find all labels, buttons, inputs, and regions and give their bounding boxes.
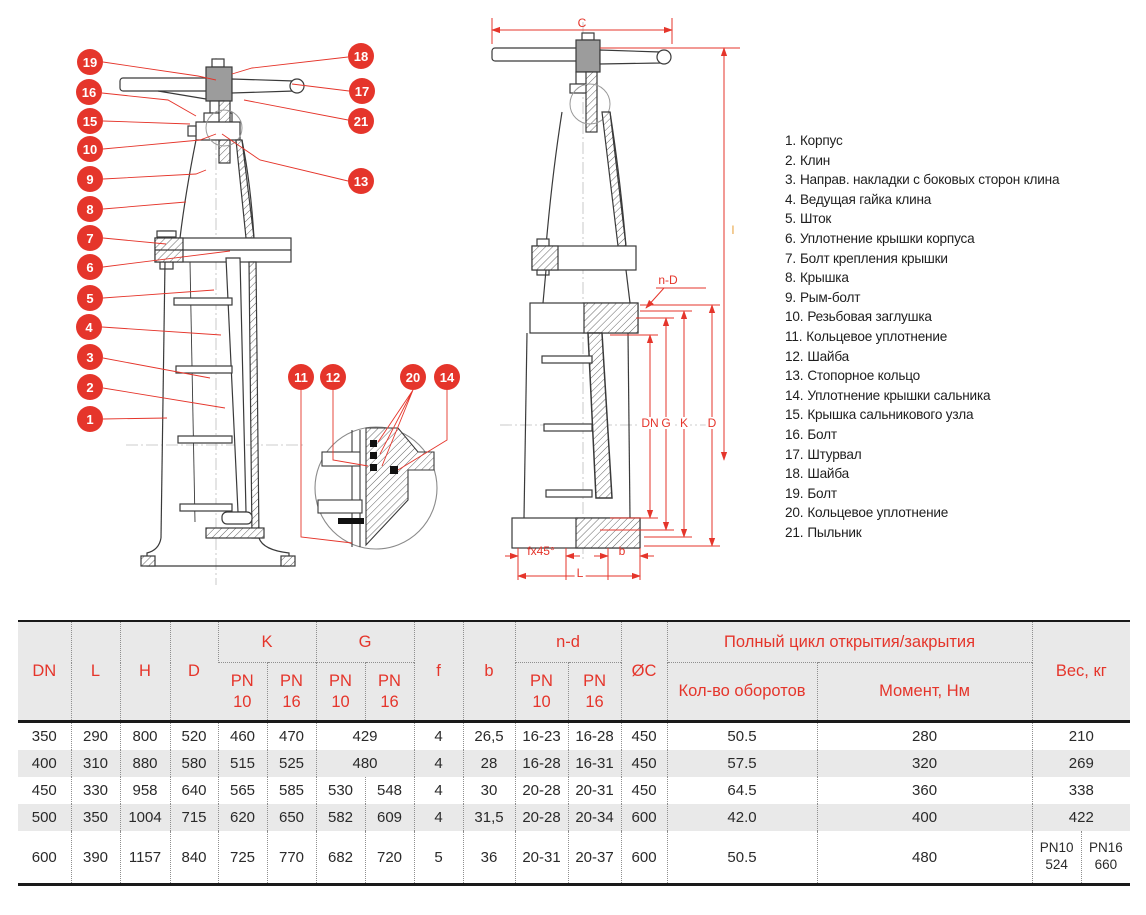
cell: 36 bbox=[463, 831, 515, 885]
cell: 400 bbox=[31, 755, 57, 772]
cell: 4 bbox=[414, 777, 463, 804]
callout-5: 5 bbox=[77, 285, 103, 311]
left-valve-section bbox=[120, 58, 306, 585]
col-header-g-pn10: PN 10 bbox=[316, 663, 365, 722]
parts-list-item: 17. Штурвал bbox=[785, 446, 862, 462]
cell: 20-28 bbox=[515, 777, 568, 804]
cell: 480 bbox=[817, 831, 1032, 885]
cell: 4 bbox=[414, 750, 463, 777]
col-header-b: b bbox=[463, 621, 515, 722]
cell: 525 bbox=[267, 750, 316, 777]
cell: 460 bbox=[218, 722, 267, 751]
cell: 16-28 bbox=[568, 722, 621, 751]
cell: 50.5 bbox=[667, 831, 817, 885]
col-header-k-pn10: PN 10 bbox=[218, 663, 267, 722]
valve-drawings bbox=[0, 0, 780, 615]
cell: 770 bbox=[267, 831, 316, 885]
parts-list-item: 10. Резьбовая заглушка bbox=[785, 309, 932, 325]
dim-label-n-d: n-D bbox=[658, 273, 678, 287]
cell: 480 bbox=[316, 750, 414, 777]
cell: 310 bbox=[71, 750, 120, 777]
cell: 1157 bbox=[120, 831, 170, 885]
col-header-n-d: n-d bbox=[515, 621, 621, 663]
cell: 450 bbox=[621, 750, 667, 777]
parts-list-item: 12. Шайба bbox=[785, 348, 849, 364]
parts-list-item: 13. Стопорное кольцо bbox=[785, 368, 921, 384]
cell: 57.5 bbox=[667, 750, 817, 777]
callout-19: 19 bbox=[77, 49, 103, 75]
parts-list-item: 21. Пыльник bbox=[785, 524, 862, 540]
col-header-h: H bbox=[120, 621, 170, 722]
dimensions-table bbox=[18, 620, 1130, 886]
cell: 682 bbox=[316, 831, 365, 885]
cell: 5 bbox=[414, 831, 463, 885]
cell: 958 bbox=[120, 777, 170, 804]
cell: 16-23 bbox=[515, 722, 568, 751]
callout-7: 7 bbox=[77, 225, 103, 251]
parts-list-item: 8. Крышка bbox=[785, 270, 849, 286]
cell: 880 bbox=[120, 750, 170, 777]
cell: 338 bbox=[1032, 777, 1130, 804]
parts-list-item: 18. Шайба bbox=[785, 466, 849, 482]
parts-list-item: 15. Крышка сальникового узла bbox=[785, 407, 974, 423]
dim-label-length: L bbox=[576, 566, 584, 580]
callout-6: 6 bbox=[77, 254, 103, 280]
table-row-dn450 bbox=[18, 777, 1130, 804]
col-header-g-pn16: PN 16 bbox=[365, 663, 414, 722]
dim-label-g: G bbox=[661, 416, 671, 430]
col-header-dn: DN bbox=[18, 621, 71, 722]
cell: 580 bbox=[170, 750, 218, 777]
callout-2: 2 bbox=[77, 374, 103, 400]
parts-list-item: 9. Рым-болт bbox=[785, 289, 861, 305]
cell: 4 bbox=[414, 722, 463, 751]
cell: 290 bbox=[71, 722, 120, 751]
callout-11: 11 bbox=[288, 364, 314, 390]
col-header-d: D bbox=[170, 621, 218, 722]
parts-list-item: 16. Болт bbox=[785, 426, 837, 442]
cell: 280 bbox=[817, 722, 1032, 751]
cell: 350 bbox=[31, 728, 57, 745]
cell: 4 bbox=[414, 804, 463, 831]
dim-label-c: C bbox=[577, 16, 587, 30]
cell: 470 bbox=[267, 722, 316, 751]
parts-list-item: 14. Уплотнение крышки сальника bbox=[785, 387, 991, 403]
cell: 640 bbox=[170, 777, 218, 804]
cell: 422 bbox=[1032, 804, 1130, 831]
dim-label-d: D bbox=[707, 416, 717, 430]
cell: 31,5 bbox=[463, 804, 515, 831]
dim-label-l: l bbox=[731, 223, 735, 237]
cell: 725 bbox=[218, 831, 267, 885]
callout-4: 4 bbox=[76, 314, 102, 340]
right-valve-view bbox=[492, 22, 712, 560]
cell: 30 bbox=[463, 777, 515, 804]
parts-list-item: 19. Болт bbox=[785, 485, 837, 501]
col-header-weight: Вес, кг bbox=[1032, 621, 1130, 722]
cell: 269 bbox=[1032, 750, 1130, 777]
cell: 320 bbox=[817, 750, 1032, 777]
cell: 450 bbox=[621, 722, 667, 751]
cell: 64.5 bbox=[667, 777, 817, 804]
cell: 530 bbox=[316, 777, 365, 804]
table-row-dn600 bbox=[18, 831, 1130, 885]
col-header-nd-pn10: PN 10 bbox=[515, 663, 568, 722]
callout-10: 10 bbox=[77, 136, 103, 162]
cell: 840 bbox=[170, 831, 218, 885]
cell: 620 bbox=[218, 804, 267, 831]
parts-list-item: 2. Клин bbox=[785, 152, 831, 168]
cell: 16-28 bbox=[515, 750, 568, 777]
cell: 50.5 bbox=[667, 722, 817, 751]
cell: 20-28 bbox=[515, 804, 568, 831]
callout-3: 3 bbox=[77, 344, 103, 370]
cell: 20-31 bbox=[568, 777, 621, 804]
callout-20: 20 bbox=[400, 364, 426, 390]
col-header-k: K bbox=[218, 621, 316, 663]
col-header-l: L bbox=[71, 621, 120, 722]
col-header-nd-pn16: PN 16 bbox=[568, 663, 621, 722]
parts-list bbox=[785, 131, 1059, 542]
callout-14: 14 bbox=[434, 364, 460, 390]
parts-list-item: 6. Уплотнение крышки корпуса bbox=[785, 230, 975, 246]
callout-8: 8 bbox=[77, 196, 103, 222]
dim-label-k: K bbox=[679, 416, 689, 430]
cell: 600 bbox=[621, 804, 667, 831]
cell: 520 bbox=[170, 722, 218, 751]
cell: 20-31 bbox=[515, 831, 568, 885]
callout-1: 1 bbox=[77, 406, 103, 432]
cell: 330 bbox=[71, 777, 120, 804]
cell: 600 bbox=[621, 831, 667, 885]
callout-17: 17 bbox=[349, 78, 375, 104]
cell: 609 bbox=[365, 804, 414, 831]
parts-list-item: 11. Кольцевое уплотнение bbox=[785, 328, 948, 344]
cell: 42.0 bbox=[667, 804, 817, 831]
col-header-turns: Кол-во оборотов bbox=[667, 663, 817, 722]
parts-list-item: 20. Кольцевое уплотнение bbox=[785, 505, 949, 521]
cell: 429 bbox=[316, 722, 414, 751]
cell: 800 bbox=[120, 722, 170, 751]
cell: 28 bbox=[463, 750, 515, 777]
col-header-f: f bbox=[414, 621, 463, 722]
cell: 565 bbox=[218, 777, 267, 804]
callout-18: 18 bbox=[348, 43, 374, 69]
cell: 20-37 bbox=[568, 831, 621, 885]
cell: 548 bbox=[365, 777, 414, 804]
parts-list-item: 7. Болт крепления крышки bbox=[785, 250, 948, 266]
dim-label-dn: DN bbox=[641, 416, 659, 430]
cell: 360 bbox=[817, 777, 1032, 804]
cell: 500 bbox=[31, 809, 57, 826]
callout-15: 15 bbox=[77, 108, 103, 134]
cell: 715 bbox=[170, 804, 218, 831]
parts-list-item: 1. Корпус bbox=[785, 133, 843, 148]
cell: 26,5 bbox=[463, 722, 515, 751]
cell: 20-34 bbox=[568, 804, 621, 831]
cell: 720 bbox=[365, 831, 414, 885]
callout-12: 12 bbox=[320, 364, 346, 390]
cell: 450 bbox=[31, 782, 57, 799]
table-row-dn500 bbox=[18, 804, 1130, 831]
dim-label-b: b bbox=[618, 544, 626, 558]
parts-list-item: 4. Ведущая гайка клина bbox=[785, 191, 932, 207]
cell: 16-31 bbox=[568, 750, 621, 777]
cell: 582 bbox=[316, 804, 365, 831]
cell: 390 bbox=[71, 831, 120, 885]
cell: 1004 bbox=[120, 804, 170, 831]
col-header-oc: ØC bbox=[621, 621, 667, 722]
cell-weight-split bbox=[1032, 831, 1130, 885]
cell: 350 bbox=[71, 804, 120, 831]
callout-13: 13 bbox=[348, 168, 374, 194]
cell: 585 bbox=[267, 777, 316, 804]
cell: 450 bbox=[621, 777, 667, 804]
callout-16: 16 bbox=[76, 79, 102, 105]
parts-list-item: 3. Направ. накладки с боковых сторон клина bbox=[785, 172, 1060, 188]
callout-9: 9 bbox=[77, 166, 103, 192]
col-header-g: G bbox=[316, 621, 414, 663]
callout-21: 21 bbox=[348, 108, 374, 134]
cell: 600 bbox=[31, 848, 57, 866]
parts-list-item: 5. Шток bbox=[785, 211, 832, 227]
dim-label-chamfer: fx45° bbox=[527, 544, 555, 558]
weight-pn10: PN10 524 bbox=[1039, 840, 1074, 872]
cell: 515 bbox=[218, 750, 267, 777]
col-header-torque: Момент, Нм bbox=[817, 663, 1032, 722]
cell: 400 bbox=[817, 804, 1032, 831]
table-row-dn350 bbox=[18, 722, 1130, 751]
col-header-k-pn16: PN 16 bbox=[267, 663, 316, 722]
cell: 650 bbox=[267, 804, 316, 831]
col-header-cycle: Полный цикл открытия/закрытия bbox=[667, 621, 1032, 663]
dimension-lines bbox=[492, 18, 740, 580]
weight-pn16: PN16 660 bbox=[1081, 831, 1130, 883]
cell: 210 bbox=[1032, 722, 1130, 751]
table-row-dn400 bbox=[18, 750, 1130, 777]
